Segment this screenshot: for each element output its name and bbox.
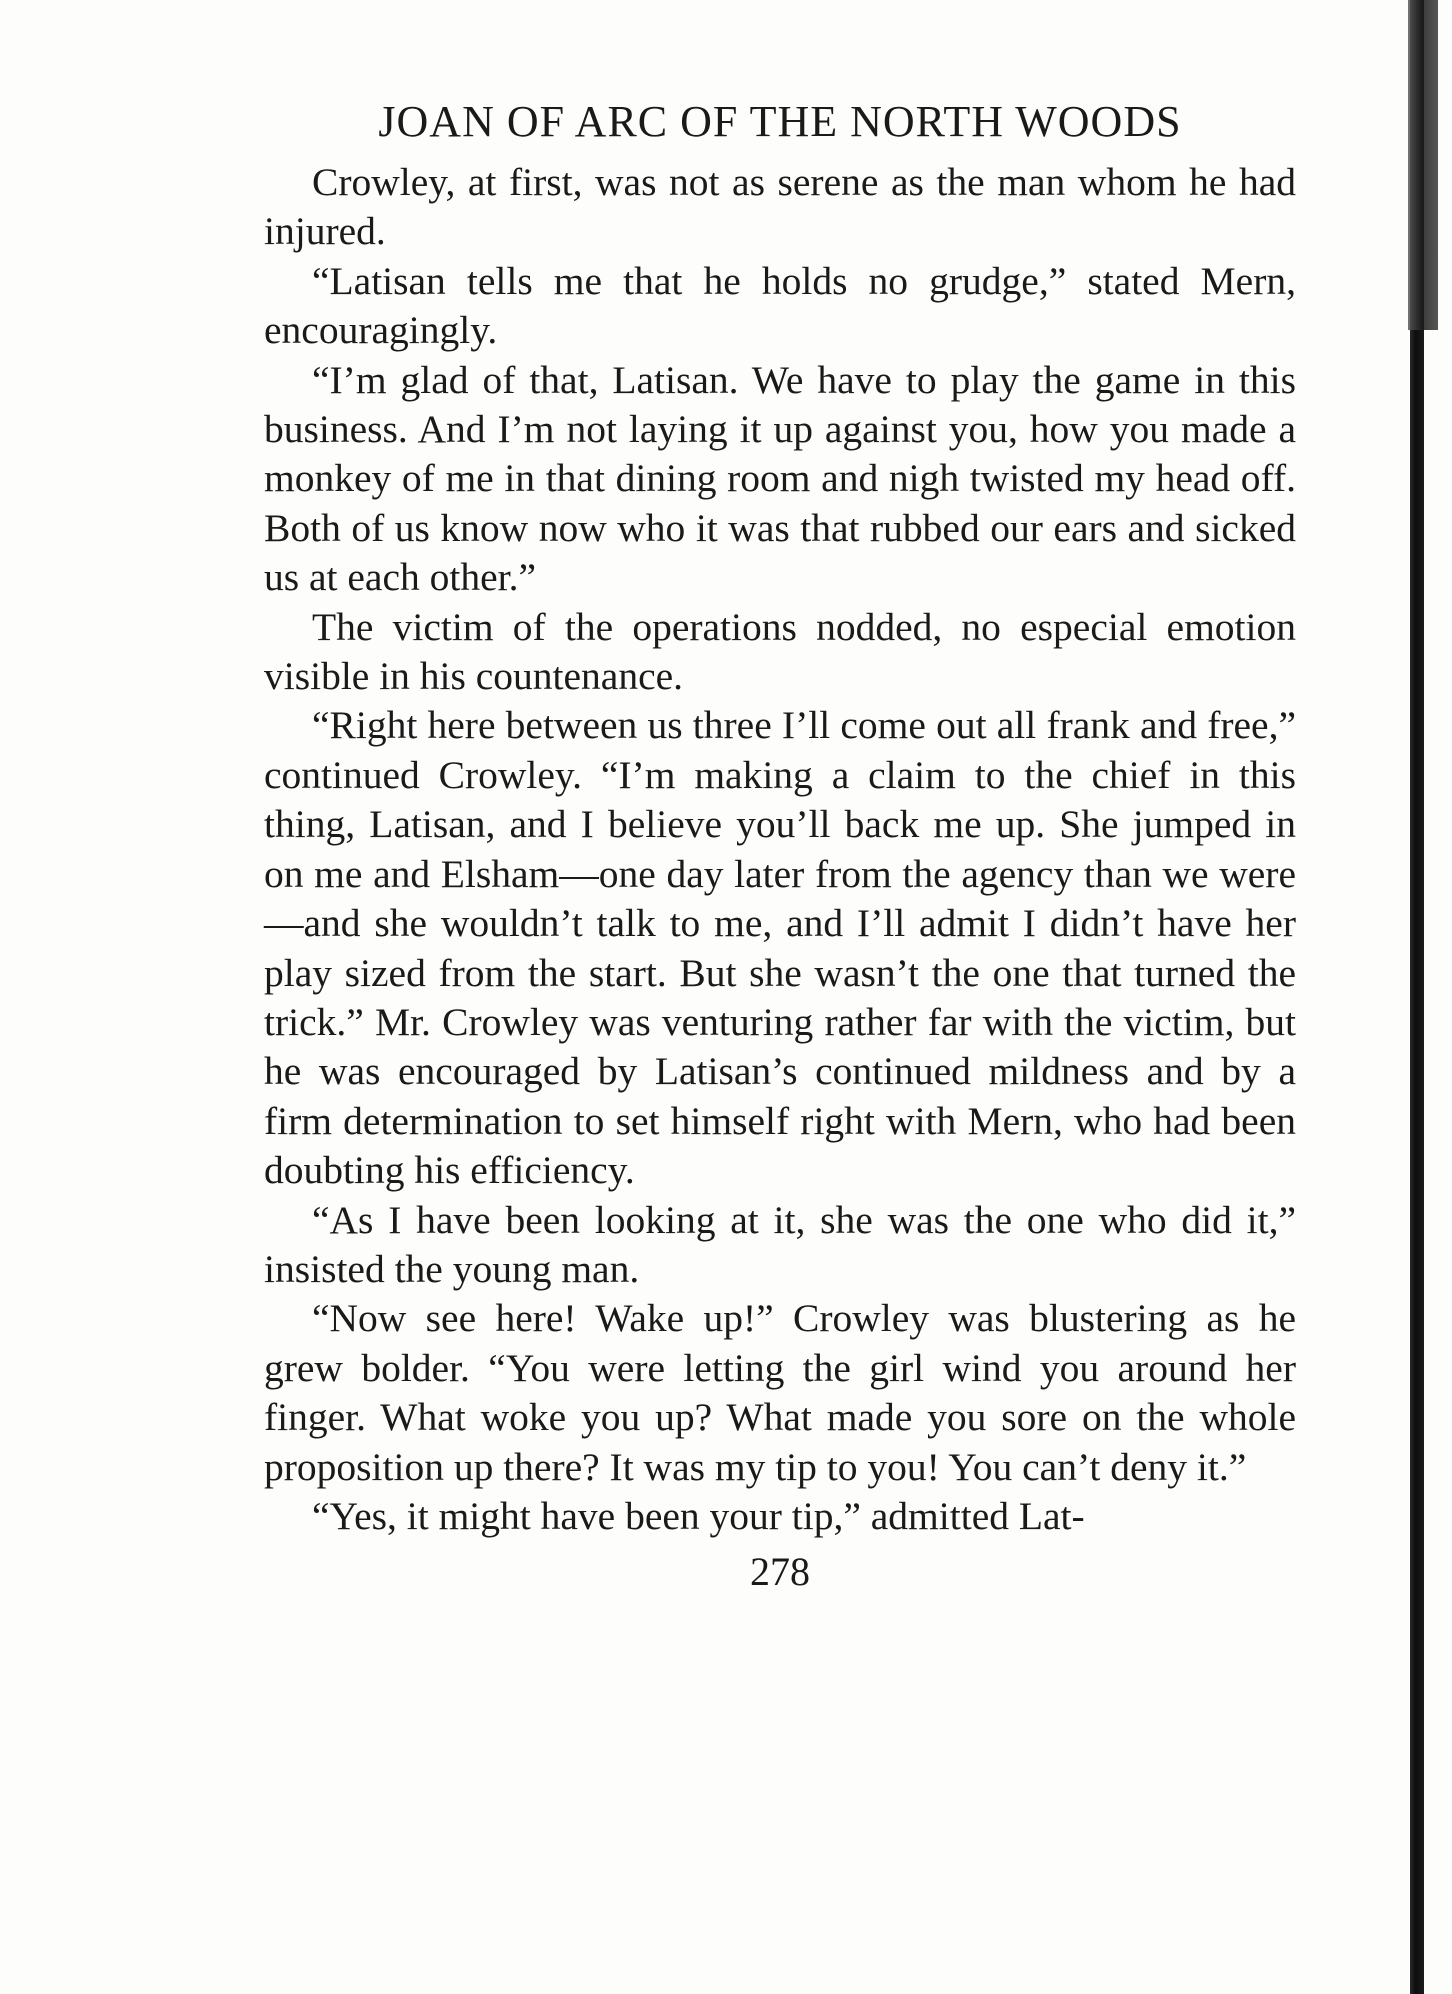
page-number: 278 (750, 1549, 810, 1595)
paragraph: The victim of the operations nodded, no especial emotion visible in his countenance. (264, 604, 1296, 699)
text-block (264, 88, 1296, 1597)
paragraph: “As I have been looking at it, she was the one who did it,” insisted the young man. (264, 1197, 1296, 1291)
paragraph: “Now see here! Wake up!” Crowley was blustering as he grew bolder. “You were letting the girl wind you around her finger. What woke you up? What made you sore on the whole proposition up there? It was my tip to you! You can’t deny it.” (264, 1296, 1296, 1489)
paragraph: “Right here between us three I’ll come out all frank and free,” continued Crowley. “I’m making a claim to the chief in this thing, Latisan, and I believe you’ll back me up. She jumped in on me and Elsham—one day later from the agency than we were—and she wouldn’t talk to me, and I’ll admit I didn’t have her play sized from the start. But she wasn’t the one that turned the trick.” Mr. Crowley was venturing rather far with the victim, but he was encouraged by Latisan’s continued mildness and by a firm determination to set himself right with Mern, who had been doubting his efficiency. (264, 703, 1296, 1193)
paragraph: Crowley, at first, was not as serene as the man whom he had injured. (264, 160, 1296, 254)
paragraph: “Yes, it might have been your tip,” admitted Lat- (312, 1493, 1085, 1538)
paragraph: “I’m glad of that, Latisan. We have to play the game in this business. And I’m not laying it up against you, how you made a monkey of me in that dining room and nigh twisted my head off. Both of us know now who it was that rubbed our ears and sicked us at each other.” (264, 357, 1296, 600)
binding-edge-shadow (1408, 0, 1438, 330)
running-head: JOAN OF ARC OF THE NORTH WOODS (378, 97, 1182, 146)
paragraph: “Latisan tells me that he holds no grudge,” stated Mern, encouragingly. (264, 258, 1296, 353)
